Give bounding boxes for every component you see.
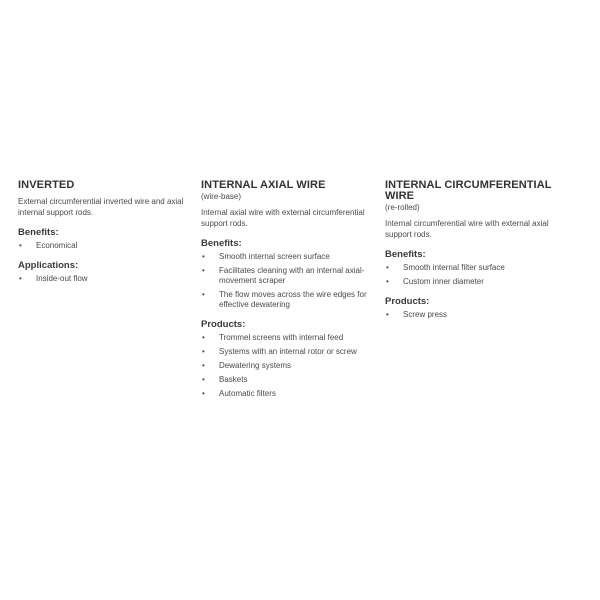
list-item [18,241,194,251]
list-item-text: Baskets [219,375,248,384]
column-inverted [18,180,194,288]
section-heading: Applications: [18,260,79,271]
column-subtitle: (re-rolled) [385,203,420,212]
section-heading: Benefits: [201,238,242,249]
column-title: INTERNAL AXIAL WIRE [201,179,326,191]
list-item-text: Systems with an internal rotor or screw [219,347,357,356]
list-item [201,361,377,371]
list-item-text: Inside-out flow [36,274,88,283]
list-item [201,375,377,385]
bullet-icon: • [202,333,205,342]
list-item [385,263,563,273]
section-heading: Benefits: [18,227,59,238]
section-heading: Benefits: [385,249,426,260]
column-description: Internal axial wire with external circumferential support rods. [201,208,365,228]
bullet-icon: • [202,290,205,299]
products-list [201,333,377,399]
list-item-text: Facilitates cleaning with an internal axial-movement scraper [219,266,365,285]
list-item [201,252,377,262]
column-description: Internal circumferential wire with external axial support rods. [385,219,549,239]
bullet-icon: • [19,274,22,283]
list-item-text: Automatic filters [219,389,276,398]
list-item [201,266,377,286]
list-item-text: Dewatering systems [219,361,292,370]
list-item [201,290,377,310]
bullet-icon: • [202,347,205,356]
column-title: INVERTED [18,179,75,191]
section-heading: Products: [385,296,430,307]
products-section [201,319,377,399]
list-item [385,310,563,320]
bullet-icon: • [202,375,205,384]
products-section [385,296,563,320]
list-item [18,274,194,284]
bullet-icon: • [19,241,22,250]
bullet-icon: • [202,389,205,398]
column-subtitle: (wire-base) [201,192,242,201]
list-item [385,277,563,287]
list-item-text: The flow moves across the wire edges for effective dewatering [219,290,367,309]
bullet-icon: • [202,266,205,275]
list-item-text: Trommel screens with internal feed [219,333,344,342]
applications-section [18,260,194,284]
list-item-text: Smooth internal screen surface [219,252,330,261]
bullet-icon: • [386,277,389,286]
applications-list [18,274,194,284]
benefits-section [18,227,194,251]
column-internal-circumferential-wire [385,180,563,324]
list-item-text: Economical [36,241,78,250]
list-item-text: Smooth internal filter surface [403,263,505,272]
bullet-icon: • [386,310,389,319]
list-item [201,347,377,357]
bullet-icon: • [202,252,205,261]
benefits-list [385,263,563,287]
list-item [201,389,377,399]
column-title: INTERNAL CIRCUMFERENTIAL WIRE [385,179,552,202]
bullet-icon: • [386,263,389,272]
benefits-list [18,241,194,251]
column-description: External circumferential inverted wire and axial internal support rods. [18,197,184,217]
list-item-text: Screw press [403,310,448,319]
list-item [201,333,377,343]
benefits-section [201,238,377,310]
section-heading: Products: [201,319,246,330]
list-item-text: Custom inner diameter [403,277,484,286]
bullet-icon: • [202,361,205,370]
benefits-list [201,252,377,310]
products-list [385,310,563,320]
column-internal-axial-wire [201,180,377,403]
benefits-section [385,249,563,287]
